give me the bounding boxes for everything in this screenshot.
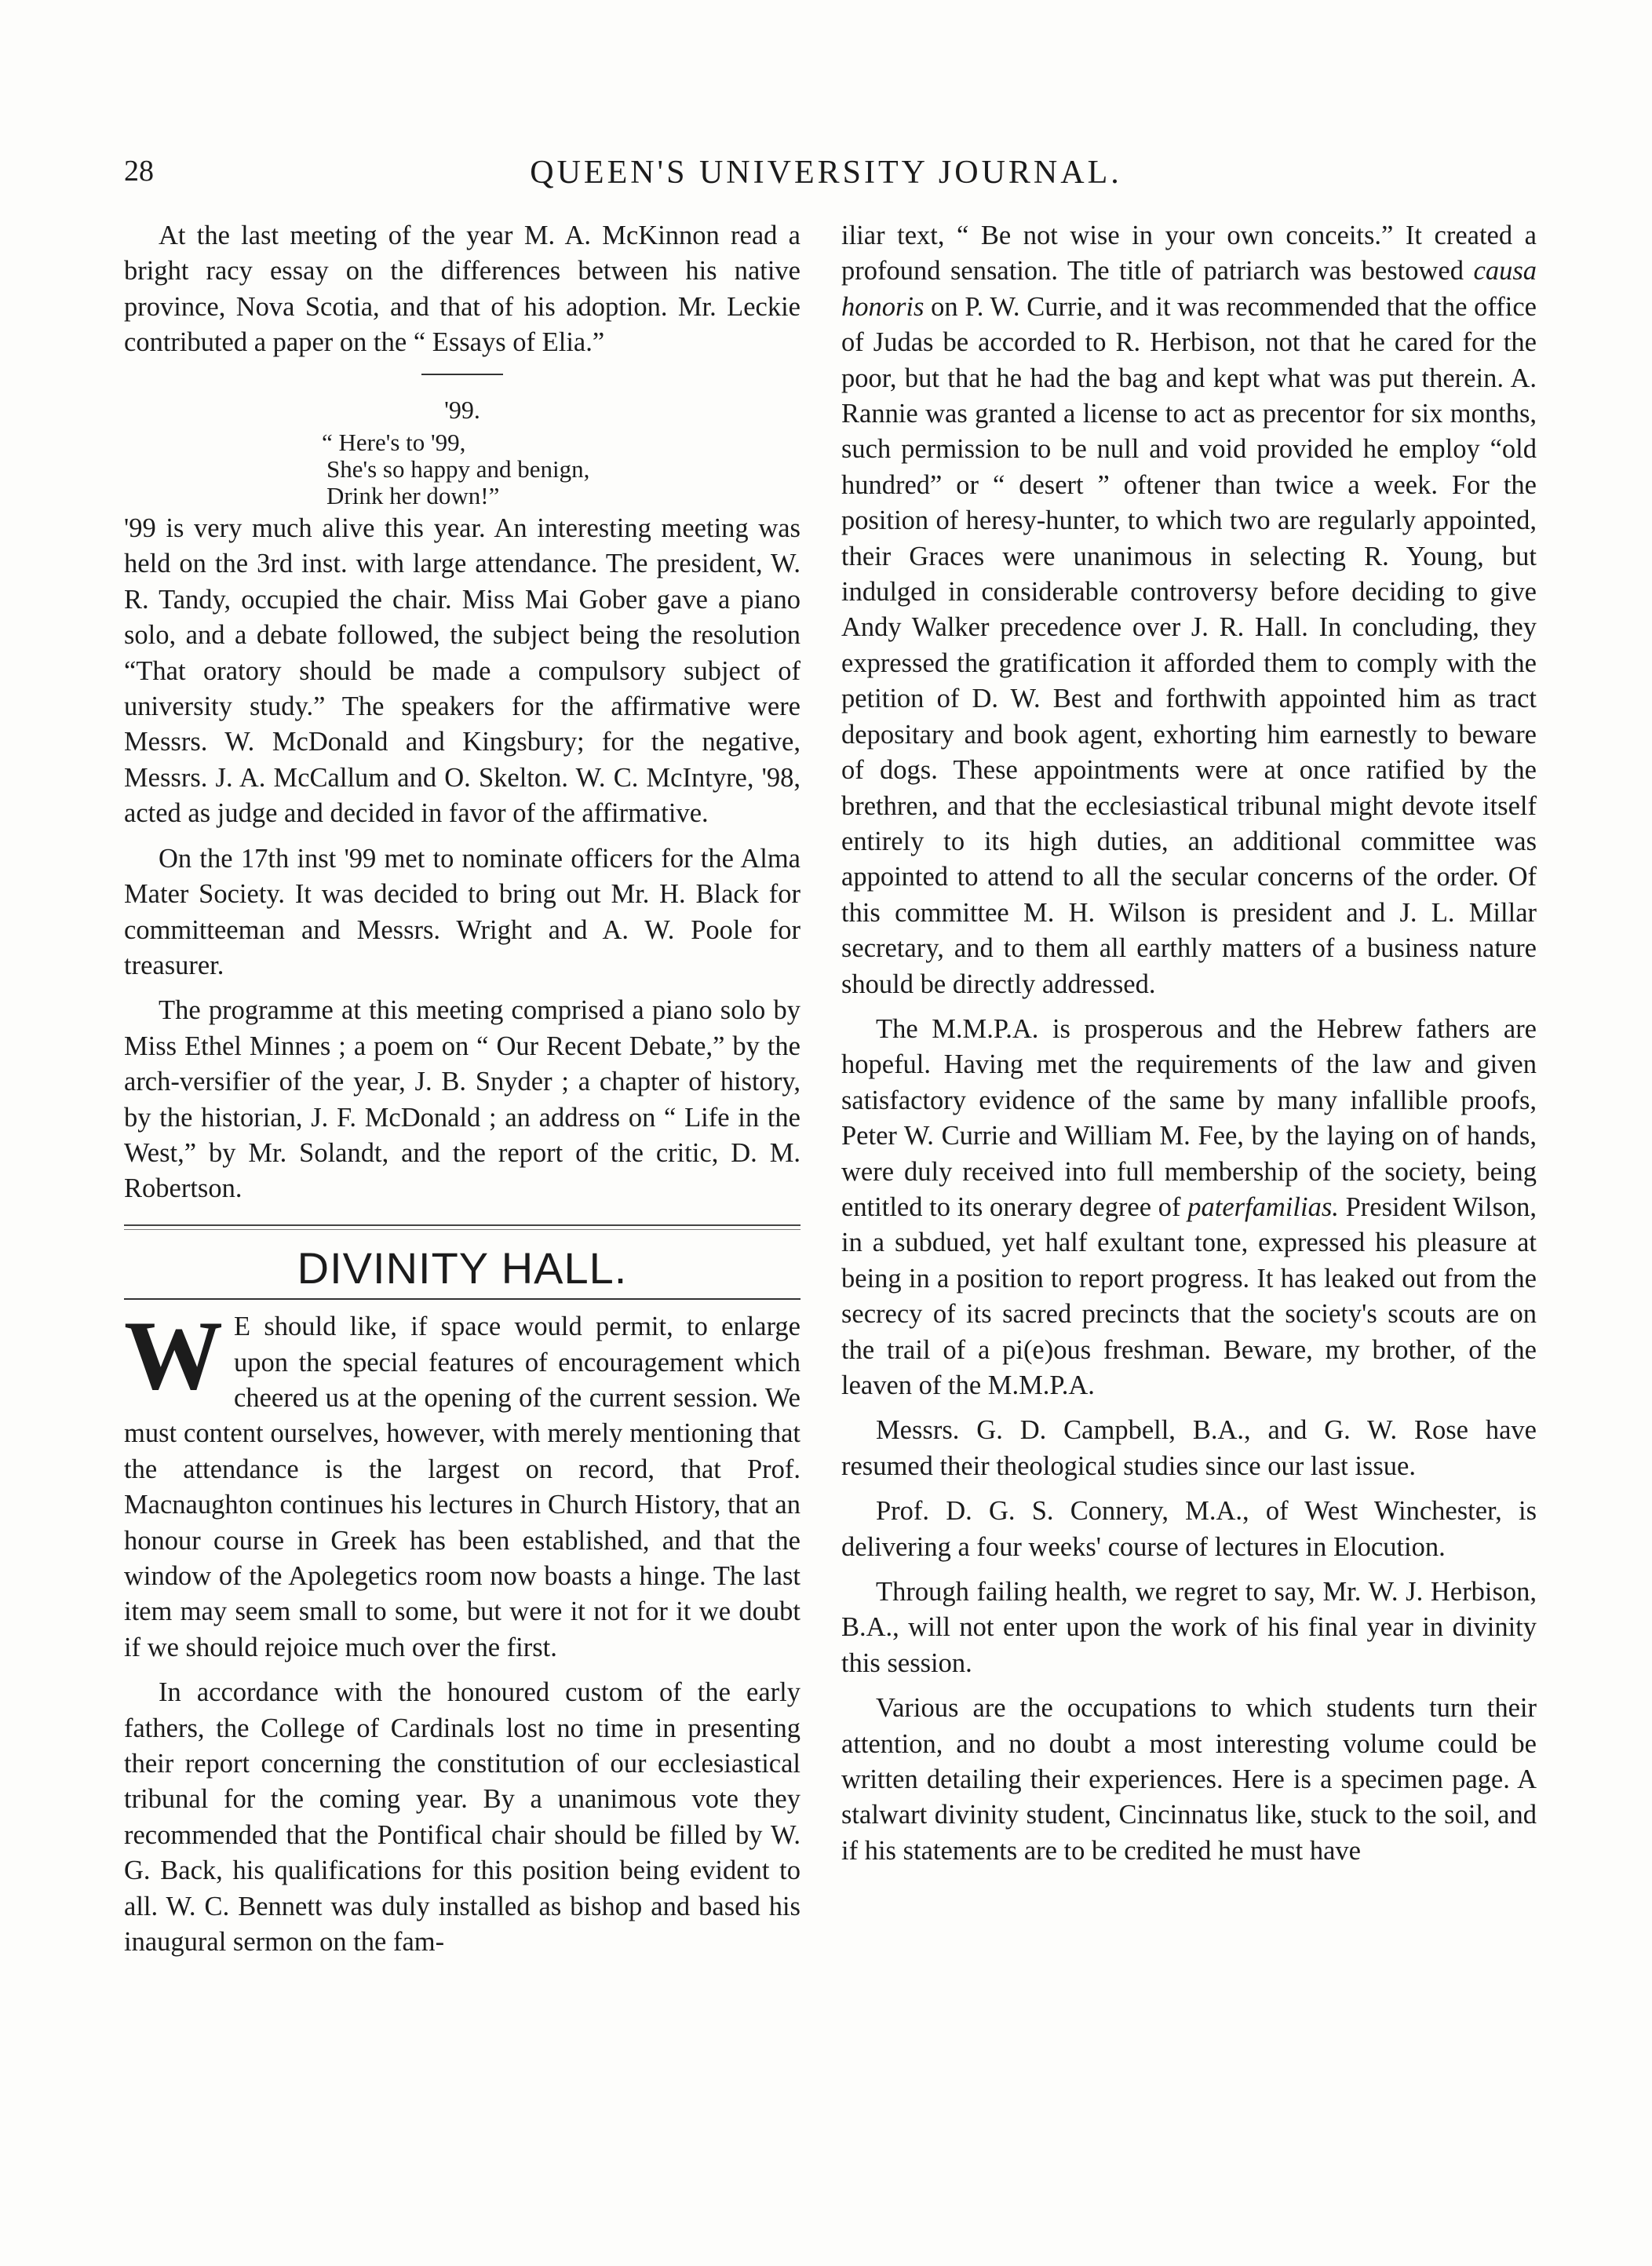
mckinnon-paragraph: At the last meeting of the year M. A. McKinnon read a bright racy essay on the differences between his native province, Nova Scotia, and that of his adoption. Mr. Leckie contributed a paper on the “ Essays of Elia.” [124, 221, 800, 358]
left-column [124, 218, 800, 1969]
tribunal-paragraph [841, 218, 1537, 1002]
programme-paragraph: The programme at this meeting comprised a piano solo by Miss Ethel Minnes ; a poem on “ Our Recent Debate,” by the arch-versifier of the year, J. B. Snyder ; a chapter of history, by the historian, J. F. McDonald ; an address on “ Life in the West,” by Mr. Solandt, and the report of the critic, D. M. Robertson. [124, 995, 800, 1204]
mmpa-paragraph [841, 1012, 1537, 1403]
tribunal-text-b: on P. W. Currie, and it was recommended that the office of Judas be accorded to R. Herbison, not that he cared for the poor, but that he had the bag and kept what was put therein. A. Rannie was granted a license to act as precentor for six months, such permission to be null and void provided he employ “old hundred” or “ desert ” oftener than twice a week. For the position of heresy-hunter, to which two are regularly appointed, their Graces were unanimous in selecting R. Young, but indulged in considerable controversy before deciding to give Andy Walker precedence over J. R. Hall. In concluding, they expressed the gratification it afforded them to comply with the petition of D. W. Best and forthwith appointed him as tract depositary and book agent, exhorting him earnestly to beware of dogs. These appointments were at once ratified by the brethren, and that the ecclesiastical tribunal might devote itself entirely to its high duties, an additional committee was appointed to attend to all the secular concerns of the order. Of this committee M. H. Wilson is president and J. L. Millar secretary, and to them all earthly matters of a business nature should be directly addressed. [841, 291, 1537, 999]
herbison-paragraph: Through failing health, we regret to say, Mr. W. J. Herbison, B.A., will not enter upon the work of his final year in divinity this session. [841, 1577, 1537, 1678]
mmpa-italic: paterfamilias. [1187, 1191, 1339, 1222]
intro-text: E should like, if space would permit, to enlarge upon the special features of encouragement which cheered us at the opening of the current session. We must content ourselves, however, with merely mentioning that the attendance is the largest on record, that Prof. Macnaughton continues his lectures in Church History, that an honour course in Greek has been established, and that the window of the Apolegetics room now boasts a hinge. The last item may seem small to some, but were it not for it we doubt if we should rejoice much over the first. [124, 1312, 800, 1662]
tribunal-text-a: iliar text, “ Be not wise in your own conceits.” It created a profound sensation. The title of patriarch was bestowed [841, 221, 1537, 286]
drop-cap: W [124, 1301, 223, 1411]
class-poem [322, 429, 800, 509]
cardinals-paragraph: In accordance with the honoured custom of the early fathers, the College of Cardinals lost no time in presenting their report concerning the constitution of our ecclesiastical tribunal for the coming year. By a unanimous vote they recommended that the Pontifical chair should be filled by W. G. Back, his qualifications for this position being evident to all. W. C. Bennett was duly installed as bishop and based his inaugural sermon on the fam- [124, 1677, 800, 1958]
short-divider [421, 374, 503, 375]
running-head: QUEEN'S UNIVERSITY JOURNAL. [530, 155, 1122, 191]
mmpa-text-a: The M.M.P.A. is prosperous and the Hebrew fathers are hopeful. Having met the requirements of the law and given satisfactory evidence of the same by many infallible proofs, Peter W. Currie and William M. Fee, by the laying on of hands, were duly received into full membership of the society, being entitled to its onerary degree of [841, 1013, 1537, 1222]
title-underline [124, 1298, 800, 1300]
section-divider [124, 1224, 800, 1230]
page-number: 28 [124, 155, 154, 188]
class-meeting-paragraph: '99 is very much alive this year. An interesting meeting was held on the 3rd inst. with large attendance. The president, W. R. Tandy, occupied the chair. Miss Mai Gober gave a piano solo, and a debate followed, the subject being the resolution “That oratory should be made a compulsory subject of university study.” The speakers for the affirmative were Messrs. W. McDonald and Kingsbury; for the negative, Messrs. J. A. McCallum and O. Skelton. W. C. McIntyre, '98, acted as judge and decided in favor of the affirmative. [124, 513, 800, 829]
poem-line: Drink her down!” [326, 482, 500, 510]
poem-line: “ Here's to '99, [322, 429, 466, 457]
class-heading: '99. [444, 395, 480, 424]
right-column [841, 218, 1537, 1878]
connery-paragraph: Prof. D. G. S. Connery, M.A., of West Winchester, is delivering a four weeks' course of lectures in Elocution. [841, 1496, 1537, 1562]
nomination-paragraph: On the 17th inst '99 met to nominate officers for the Alma Mater Society. It was decided to bring out Mr. H. Black for committeeman and Messrs. Wright and A. W. Poole for treasurer. [124, 843, 800, 980]
divinity-intro-paragraph [124, 1301, 800, 1666]
occupations-paragraph: Various are the occupations to which students turn their attention, and no doubt a most interesting volume could be written detailing their experiences. Here is a specimen page. A stalwart divinity student, Cincinnatus like, stuck to the soil, and if his statements are to be credited he must have [841, 1693, 1537, 1866]
tribunal-italic: causa honoris [841, 256, 1537, 322]
section-title: DIVINITY HALL. [297, 1242, 628, 1293]
campbell-rose-paragraph: Messrs. G. D. Campbell, B.A., and G. W. Rose have resumed their theological studies since our last issue. [841, 1415, 1537, 1481]
poem-line: She's so happy and benign, [326, 455, 590, 483]
mmpa-text-b: President Wilson, in a subdued, yet half exultant tone, expressed his pleasure at being in a position to report progress. It has leaked out from the secrecy of its sacred precincts that the society's scouts are on the trail of a pi(e)ous freshman. Beware, my brother, of the leaven of the M.M.P.A. [841, 1191, 1537, 1400]
